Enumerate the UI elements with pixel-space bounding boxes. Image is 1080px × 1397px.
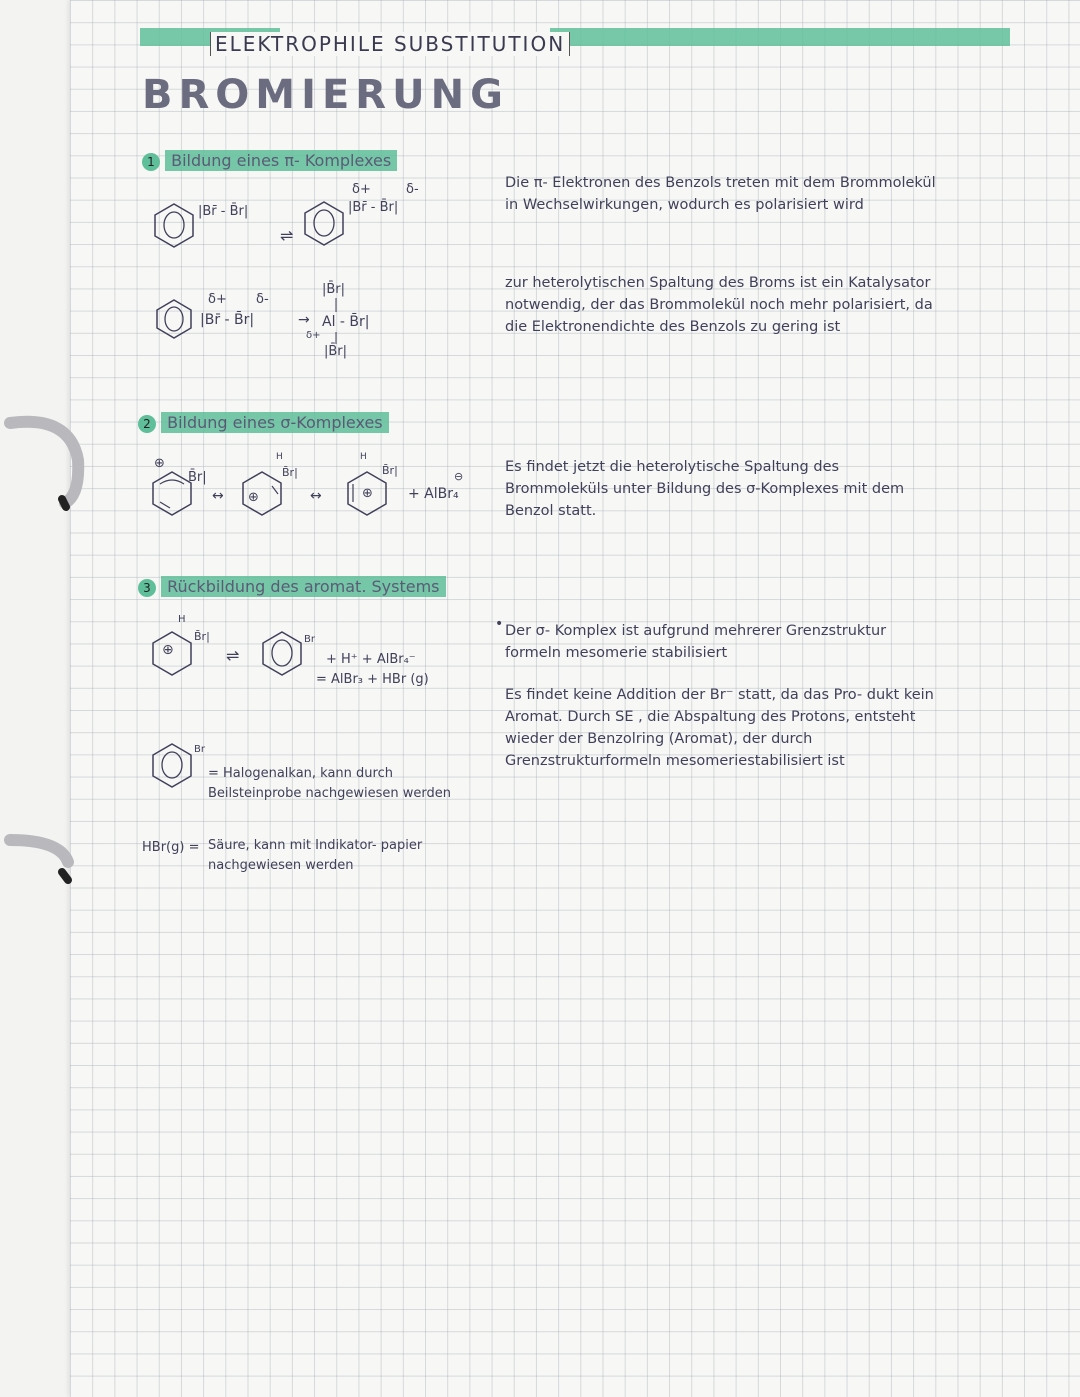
step1-delta-plus: δ+ — [352, 182, 371, 197]
step1-number-icon: 1 — [142, 153, 160, 171]
step3-br: B̄r| — [194, 630, 210, 643]
step1-heading-block — [142, 150, 397, 171]
step3-explanation-2: Es findet keine Addition der Br⁻ statt, da das Pro- dukt kein Aromat. Durch SE , die Abspaltung des Protons, entsteht wieder der Benzolring (Aromat), der durch Grenzstrukturformeln mesomeriestabilisiert ist — [505, 687, 934, 769]
step1-cat-br2: |Br̄ - B̄r| — [200, 312, 255, 328]
step3-explanation-1: Der σ- Komplex ist aufgrund mehrerer Grenzstruktur formeln mesomerie stabilisiert — [505, 623, 887, 661]
step2-resonance-2: ↔ — [310, 488, 322, 504]
step2-resonance-1: ↔ — [212, 488, 224, 504]
step3-heading-block — [138, 576, 446, 597]
step1-equilibrium-arrow: ⇌ — [280, 226, 294, 245]
binder-ring-top — [10, 415, 130, 510]
sigma-complex-ring-icon — [240, 470, 284, 516]
bromobenzene-ring-icon — [260, 630, 304, 676]
step1-br2-formula: |Br̄ - B̄r| — [198, 204, 249, 219]
step2-h-3: H — [360, 452, 367, 462]
step1-polarized-br2: |Br̄ - B̄r| — [348, 200, 399, 215]
step2-number-icon: 2 — [138, 415, 156, 433]
step2-br-2: B̄r| — [282, 466, 298, 479]
hbr-label: HBr(g) = — [142, 840, 200, 855]
bromobenzene-br: Br — [194, 744, 205, 755]
step2-minus-charge: ⊖ — [454, 470, 464, 483]
step2-plus-3: ⊕ — [362, 486, 373, 501]
bromobenzene-ring-icon — [150, 742, 194, 788]
benzene-ring-icon — [154, 298, 194, 340]
step2-h-2: H — [276, 452, 283, 462]
step1-cat-delta-minus: δ- — [256, 292, 269, 307]
binder-ring-bottom-icon — [10, 820, 130, 890]
benzene-ring-icon — [152, 202, 196, 248]
hbr-note: Säure, kann mit Indikator- papier nachgewiesen werden — [208, 838, 423, 873]
step1-cat-delta-plus: δ+ — [208, 292, 227, 307]
topic-heading: ELEKTROPHILE SUBSTITUTION — [210, 32, 570, 56]
step2-albr4: + AlBr₄ — [408, 486, 459, 502]
step1-explanation-1: Die π- Elektronen des Benzols treten mit dem Brommolekül in Wechselwirkungen, wodurch es polarisiert wird — [505, 175, 936, 213]
step2-br-3: B̄r| — [382, 464, 398, 477]
step2-heading: Bildung eines σ-Komplexes — [161, 412, 389, 433]
step1-explanation-2: zur heterolytischen Spaltung des Broms ist ein Katalysator notwendig, der das Brommolekül noch mehr polarisiert, da die Elektronendichte des Benzols zu gering ist — [505, 275, 933, 335]
benzene-ring-icon — [302, 200, 346, 246]
step1-cat-bottom-br: |B̄r| — [324, 344, 348, 359]
step2-explanation: Es findet jetzt die heterolytische Spaltung des Brommoleküls unter Bildung des σ-Komplexes mit dem Benzol statt. — [505, 459, 905, 519]
grid-paper — [70, 0, 1080, 1397]
step2-heading-block — [138, 412, 389, 433]
page-title: BROMIERUNG — [142, 72, 509, 118]
step2-br-1: B̄r| — [188, 470, 207, 485]
step1-cat-al-br: Al - B̄r| — [322, 314, 370, 330]
step1-cat-arrow: → — [298, 312, 310, 328]
step3-number-icon: 3 — [138, 579, 156, 597]
step1-heading: Bildung eines π- Komplexes — [165, 150, 397, 171]
step1-delta-minus: δ- — [406, 182, 419, 197]
step3-byproducts-line1: + H⁺ + AlBr₄⁻ — [326, 652, 416, 667]
step2-plus-2: ⊕ — [248, 490, 259, 505]
step2-plus-1: ⊕ — [154, 456, 165, 471]
step1-cat-delta-al: δ+ — [306, 330, 321, 341]
step3-h: H — [178, 614, 186, 625]
step3-equilibrium: ⇌ — [226, 646, 240, 665]
step3-bullet: • — [495, 616, 504, 632]
topic-highlight-right — [550, 28, 1010, 46]
bromobenzene-note: = Halogenalkan, kann durch Beilsteinprobe nachgewiesen werden — [208, 766, 451, 801]
step3-plus-sign: ⊕ — [162, 642, 174, 658]
step3-product-br: Br — [304, 634, 315, 645]
step3-byproducts-line2: = AlBr₃ + HBr (g) — [316, 672, 429, 687]
step1-cat-top-br: |B̄r| — [322, 282, 346, 297]
step1-cat-bonds — [332, 298, 342, 348]
binder-ring-bottom — [10, 820, 130, 890]
binder-ring-top-icon — [10, 415, 130, 510]
step3-heading: Rückbildung des aromat. Systems — [161, 576, 445, 597]
